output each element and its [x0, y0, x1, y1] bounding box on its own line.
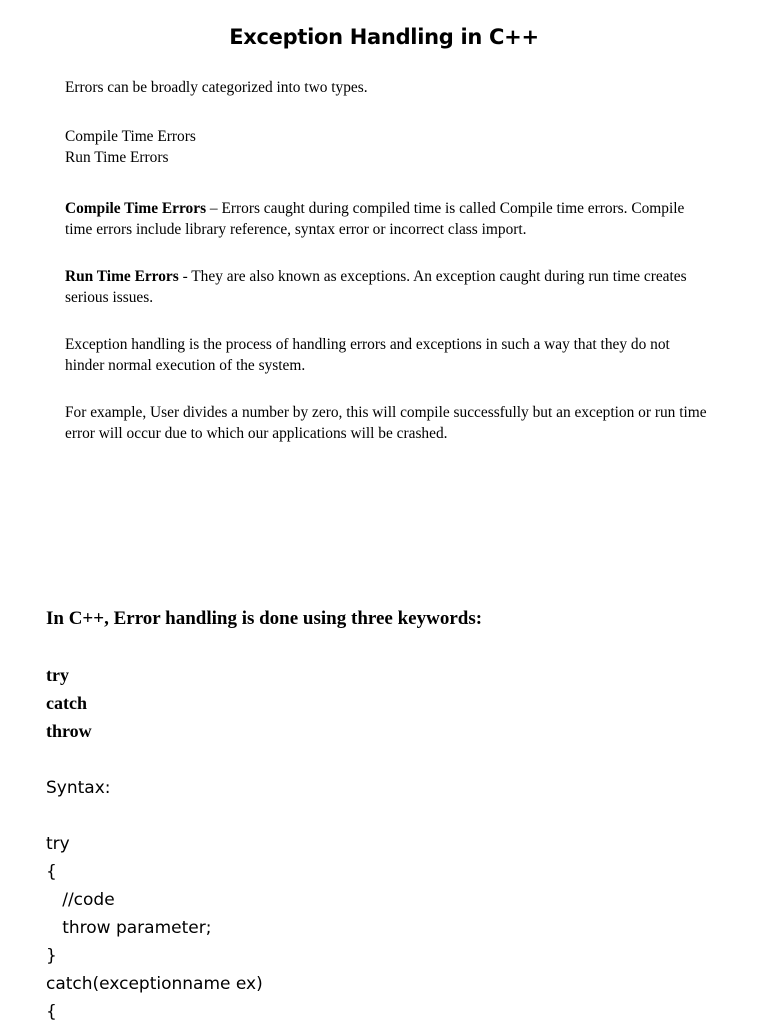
example-paragraph [65, 403, 710, 444]
example-text: For example, User divides a number by zero, this will compile successfully but an exception or run time error will occur due to which our applications will be crashed. [65, 404, 707, 442]
code-line: { [46, 862, 57, 882]
run-time-definition [65, 267, 710, 308]
handling-text: Exception handling is the process of handling errors and exceptions in such a way that they do not hinder normal execution of the system. [65, 336, 670, 374]
syntax-label: Syntax: [46, 778, 111, 798]
code-line: //code [46, 890, 115, 910]
keyword-try: try [46, 665, 69, 685]
error-type-item: Run Time Errors [65, 148, 169, 166]
run-time-text: - They are also known as exceptions. An exception caught during run time creates serious issues. [65, 268, 687, 306]
error-type-item: Compile Time Errors [65, 128, 196, 145]
intro-paragraph [65, 78, 710, 99]
compile-time-definition [65, 199, 710, 240]
exception-handling-paragraph [65, 335, 710, 376]
keyword-throw: throw [46, 721, 92, 741]
code-line: { [46, 1002, 57, 1022]
compile-time-text: – Errors caught during compiled time is called Compile time errors. Compile time errors include library reference, syntax error or incorrect class import. [65, 200, 685, 238]
keyword-catch: catch [46, 693, 87, 713]
intro-text: Errors can be broadly categorized into two types. [65, 79, 368, 96]
page-title: Exception Handling in C++ [229, 25, 539, 49]
compile-time-term: Compile Time Errors [65, 200, 207, 217]
code-line: throw parameter; [46, 918, 212, 938]
code-line: try [46, 834, 70, 854]
code-line: catch(exceptionname ex) [46, 974, 263, 994]
code-line: } [46, 946, 57, 966]
error-types-list [65, 127, 710, 168]
keywords-heading: In C++, Error handling is done using three keywords: [46, 608, 483, 629]
run-time-term: Run Time Errors [65, 268, 179, 285]
